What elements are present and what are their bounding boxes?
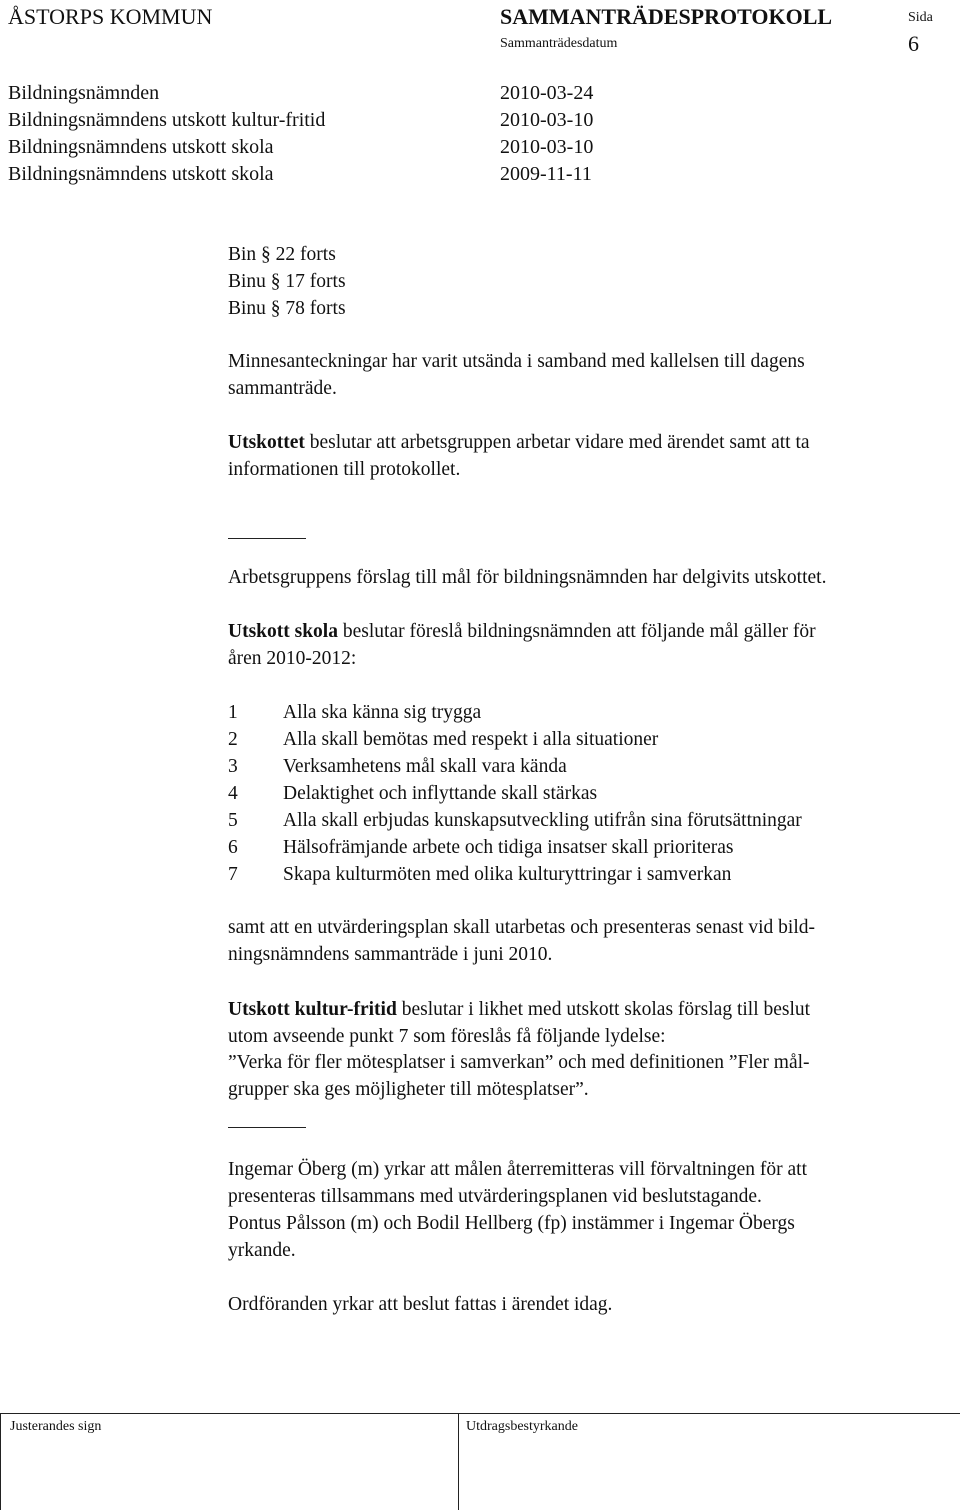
evaluation-line: samt att en utvärderingsplan skall utarbetas och presenteras senast vid bild- <box>228 917 815 938</box>
goal-number: 2 <box>228 729 238 750</box>
certification-label: Utdragsbestyrkande <box>466 1419 578 1434</box>
decision-text: beslutar att arbetsgruppen arbetar vidare med ärendet samt att ta <box>304 432 810 453</box>
goal-number: 5 <box>228 810 238 831</box>
meeting-date: 2010-03-10 <box>500 109 594 131</box>
proposal-line: Arbetsgruppens förslag till mål för bildningsnämnden har delgivits utskottet. <box>228 567 827 588</box>
evaluation-line: ningsnämndens sammanträde i juni 2010. <box>228 944 553 965</box>
motion-line: Pontus Pålsson (m) och Bodil Hellberg (fp) instämmer i Ingemar Öbergs <box>228 1213 795 1234</box>
goal-text: Hälsofrämjande arbete och tidiga insatser skall prioriteras <box>283 837 734 858</box>
goal-item <box>228 807 802 834</box>
goal-item <box>228 780 597 807</box>
chair-proposal: Ordföranden yrkar att beslut fattas i ärendet idag. <box>228 1294 613 1315</box>
decision-subject: Utskott kultur-fritid <box>228 999 397 1020</box>
goal-number: 4 <box>228 783 238 804</box>
meeting-body: Bildningsnämndens utskott skola <box>8 163 274 185</box>
section-reference: Binu § 78 forts <box>228 298 346 319</box>
decision-subject: Utskott skola <box>228 621 338 642</box>
date-label: Sammanträdesdatum <box>500 36 618 51</box>
minutes-paragraph-line: Minnesanteckningar har varit utsända i samband med kallelsen till dagens <box>228 351 805 372</box>
goal-text: Alla skall bemötas med respekt i alla situationer <box>283 729 659 750</box>
decision-text-line: åren 2010-2012: <box>228 648 357 669</box>
separator-line <box>228 538 306 539</box>
decision-text: beslutar föreslå bildningsnämnden att följande mål gäller för <box>337 621 816 642</box>
meeting-body: Bildningsnämndens utskott skola <box>8 136 274 158</box>
decision-subject: Utskottet <box>228 432 305 453</box>
page-number: 6 <box>908 31 919 56</box>
goal-text: Skapa kulturmöten med olika kulturyttringar i samverkan <box>283 864 732 885</box>
footer-border-middle <box>458 1413 459 1510</box>
goal-number: 7 <box>228 864 238 885</box>
footer-divider <box>0 1413 960 1414</box>
meeting-body: Bildningsnämnden <box>8 82 160 104</box>
goal-item <box>228 834 734 861</box>
meeting-date: 2010-03-24 <box>500 82 594 104</box>
goal-text: Alla ska känna sig trygga <box>283 702 482 723</box>
goal-item <box>228 699 481 726</box>
section-reference: Bin § 22 forts <box>228 244 336 265</box>
decision-text-line: grupper ska ges möjligheter till mötesplatser”. <box>228 1079 589 1100</box>
goal-text: Alla skall erbjudas kunskapsutveckling utifrån sina förutsättningar <box>283 810 802 831</box>
decision-text-line: informationen till protokollet. <box>228 459 461 480</box>
goal-number: 6 <box>228 837 238 858</box>
goal-text: Delaktighet och inflyttande skall stärkas <box>283 783 598 804</box>
decision-text-line: ”Verka för fler mötesplatser i samverkan” och med definitionen ”Fler mål- <box>228 1052 810 1073</box>
decision-utskott-skola <box>228 618 816 645</box>
motion-line: presenteras tillsammans med utvärderingsplanen vid beslutstagande. <box>228 1186 762 1207</box>
motion-line: Ingemar Öberg (m) yrkar att målen återremitteras vill förvaltningen för att <box>228 1159 807 1180</box>
goal-number: 1 <box>228 702 238 723</box>
meeting-date: 2010-03-10 <box>500 136 594 158</box>
document-type: SAMMANTRÄDESPROTOKOLL <box>500 4 833 29</box>
organization-name: ÅSTORPS KOMMUN <box>8 4 213 29</box>
decision-utskott-kultur-fritid <box>228 996 810 1023</box>
page-label: Sida <box>908 10 933 25</box>
decision-text-line: utom avseende punkt 7 som föreslås få följande lydelse: <box>228 1026 666 1047</box>
footer-border-left <box>0 1413 1 1510</box>
goal-item <box>228 726 658 753</box>
meeting-body: Bildningsnämndens utskott kultur-fritid <box>8 109 326 131</box>
minutes-paragraph-line: sammanträde. <box>228 378 337 399</box>
signature-label: Justerandes sign <box>10 1419 102 1434</box>
motion-line: yrkande. <box>228 1240 296 1261</box>
decision-utskottet <box>228 429 810 456</box>
goal-number: 3 <box>228 756 238 777</box>
meeting-date: 2009-11-11 <box>500 163 592 185</box>
goal-item <box>228 753 567 780</box>
goal-text: Verksamhetens mål skall vara kända <box>283 756 567 777</box>
goal-item <box>228 861 731 888</box>
decision-text: beslutar i likhet med utskott skolas förslag till beslut <box>396 999 811 1020</box>
section-reference: Binu § 17 forts <box>228 271 346 292</box>
separator-line <box>228 1127 306 1128</box>
